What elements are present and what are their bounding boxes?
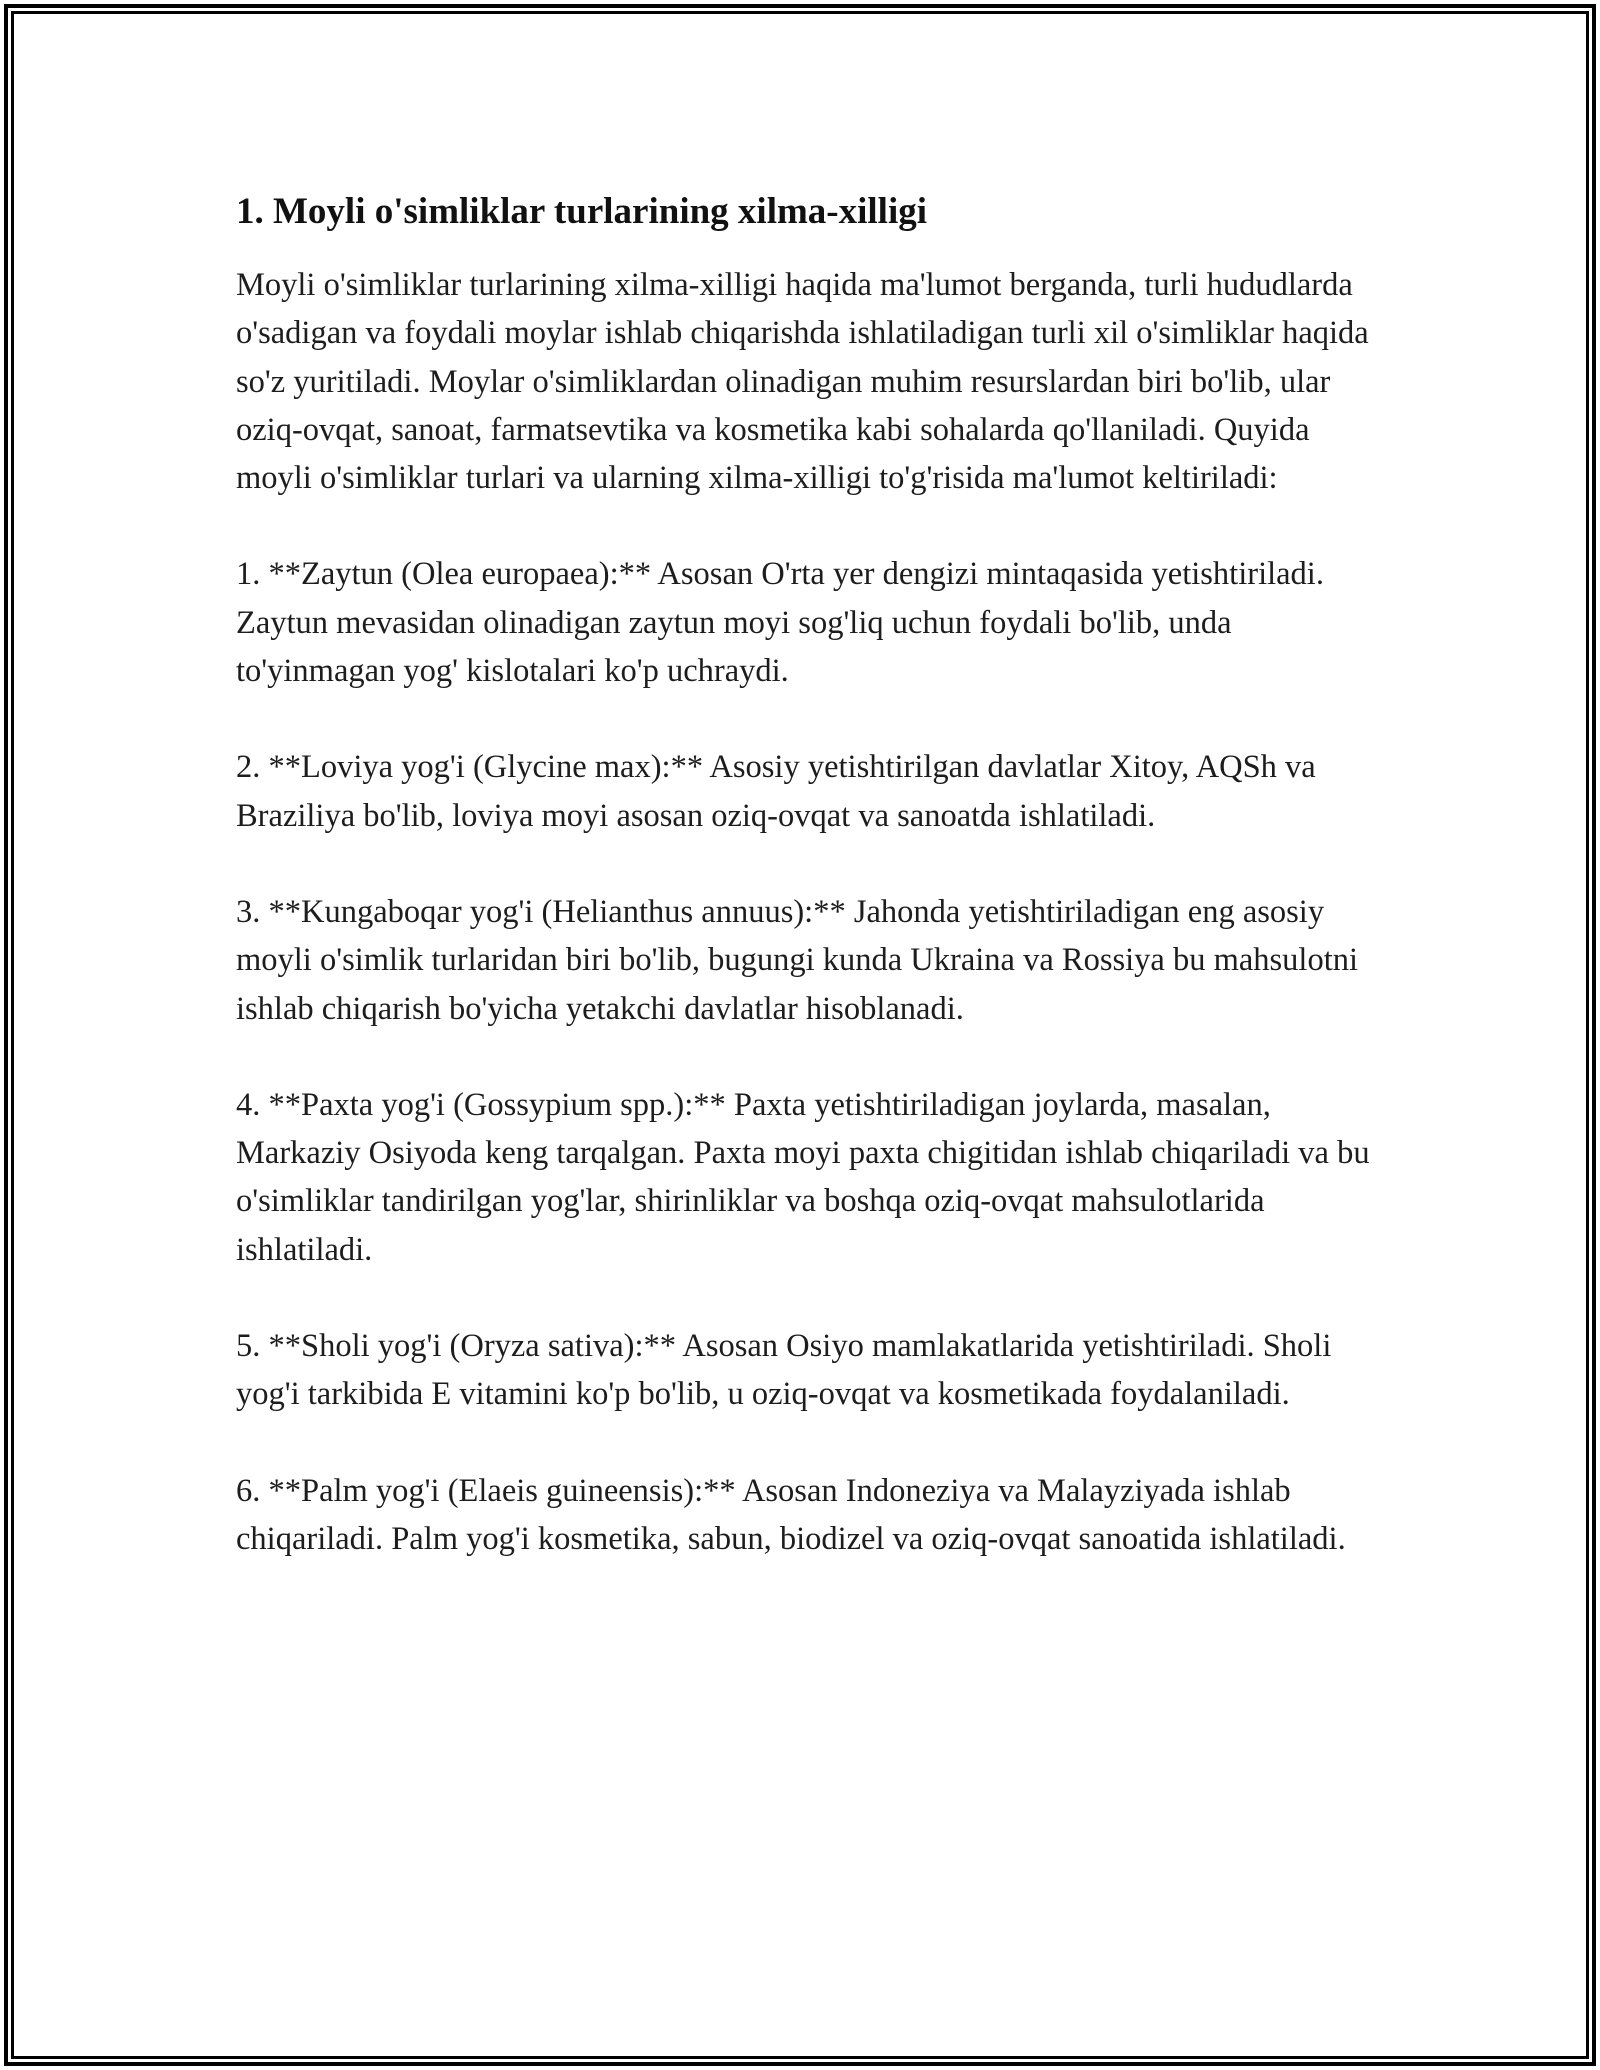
list-item-kungaboqar: 3. **Kungaboqar yog'i (Helianthus annuus):** Jahonda yetishtiriladigan eng asosiy moyli o'simlik turlaridan biri bo'lib, bugungi kunda Ukraina va Rossiya bu mahsulotni ishlab chiqarish bo'yicha yetakchi davlatlar hisoblanadi. <box>236 893 1359 1027</box>
document-body <box>236 188 1376 1563</box>
list-item-sholi: 5. **Sholi yog'i (Oryza sativa):** Asosan Osiyo mamlakatlarida yetishtiriladi. Sholi yog'i tarkibida E vitamini ko'p bo'lib, u oziq-ovqat va kosmetikada foydalaniladi. <box>236 1328 1332 1413</box>
list-item-loviya: 2. **Loviya yog'i (Glycine max):** Asosiy yetishtirilgan davlatlar Xitoy, AQSh va Braziliya bo'lib, loviya moyi asosan oziq-ovqat va sanoatda ishlatiladi. <box>236 749 1316 834</box>
list-item-zaytun: 1. **Zaytun (Olea europaea):** Asosan O'rta yer dengizi mintaqasida yetishtiriladi. Zaytun mevasidan olinadigan zaytun moyi sog'liq uchun foydali bo'lib, unda to'yinmagan yog' kislotalari ko'p uchraydi. <box>236 556 1324 690</box>
list-item-palm: 6. **Palm yog'i (Elaeis guineensis):** Asosan Indoneziya va Malayziyada ishlab chiqariladi. Palm yog'i kosmetika, sabun, biodizel va oziq-ovqat sanoatida ishlatiladi. <box>236 1472 1346 1557</box>
intro-paragraph: Moyli o'simliklar turlarining xilma-xilligi haqida ma'lumot berganda, turli hududlarda o'sadigan va foydali moylar ishlab chiqarishda ishlatiladigan turli xil o'simliklar haqida so'z yuritiladi. Moylar o'simliklardan olinadigan muhim resurslardan biri bo'lib, ular oziq-ovqat, sanoat, farmatsevtika va kosmetika kabi sohalarda qo'llaniladi. Quyida moyli o'simliklar turlari va ularning xilma-xilligi to'g'risida ma'lumot keltiriladi: <box>236 267 1369 497</box>
list-item-paxta: 4. **Paxta yog'i (Gossypium spp.):** Paxta yetishtiriladigan joylarda, masalan, Markaziy Osiyoda keng tarqalgan. Paxta moyi paxta chigitidan ishlab chiqariladi va bu o'simliklar tandirilgan yog'lar, shirinliklar va boshqa oziq-ovqat mahsulotlarida ishlatiladi. <box>236 1086 1370 1268</box>
section-title: 1. Moyli o'simliklar turlarining xilma-xilligi <box>236 191 928 232</box>
